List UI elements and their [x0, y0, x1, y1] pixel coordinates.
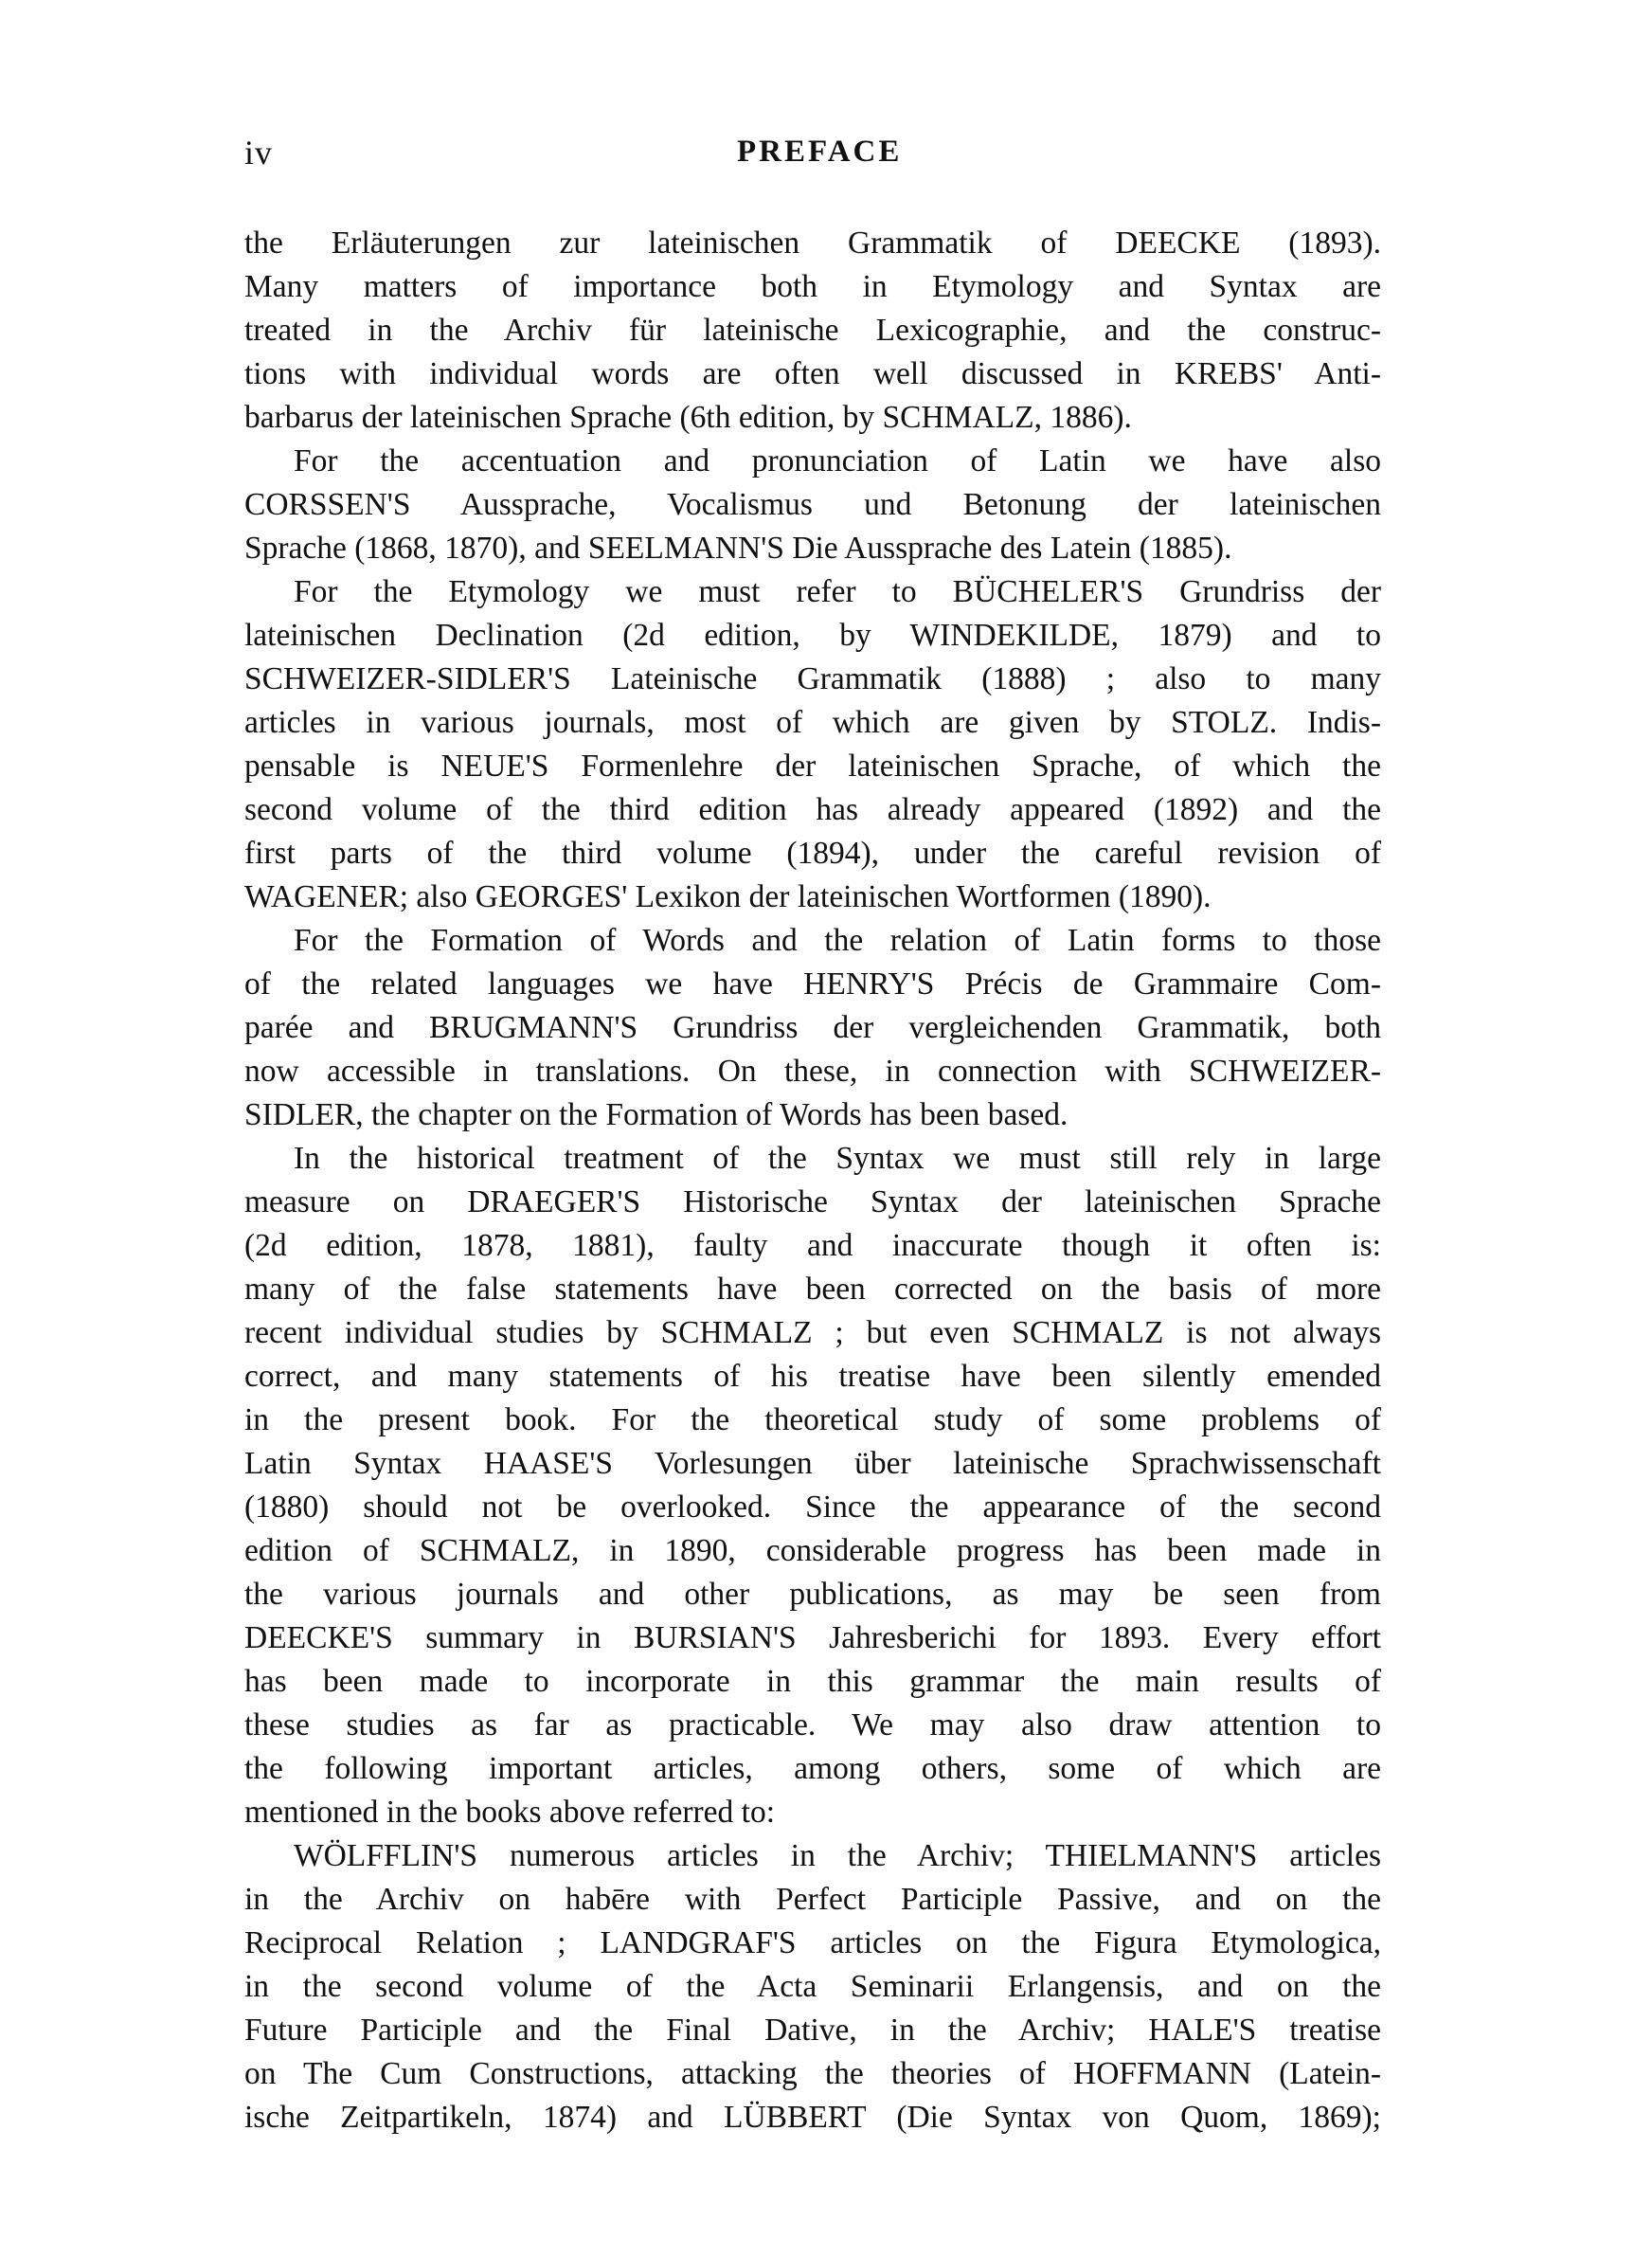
text-line: the various journals and other publications, as may be seen from — [244, 1577, 1381, 1612]
text-line: For the Etymology we must refer to BÜCHELER'S Grundriss der — [294, 574, 1381, 609]
text-line: recent individual studies by SCHMALZ ; but even SCHMALZ is not always — [244, 1315, 1381, 1350]
text-line: For the accentuation and pronunciation of Latin we have also — [294, 443, 1381, 478]
text-line: CORSSEN'S Aussprache, Vocalismus und Betonung der lateinischen — [244, 487, 1381, 522]
text-line: WAGENER; also GEORGES' Lexikon der lateinischen Wortformen (1890). — [244, 879, 1212, 914]
text-line: Sprache (1868, 1870), and SEELMANN'S Die Aussprache des Latein (1885). — [244, 531, 1232, 566]
text-line: WÖLFFLIN'S numerous articles in the Archiv; THIELMANN'S articles — [294, 1838, 1381, 1873]
text-line: SCHWEIZER-SIDLER'S Lateinische Grammatik (1888) ; also to many — [244, 661, 1381, 696]
text-line: now accessible in translations. On these, in connection with SCHWEIZER- — [244, 1054, 1381, 1089]
text-line: in the Archiv on habēre with Perfect Participle Passive, and on the — [244, 1882, 1381, 1917]
text-line: lateinischen Declination (2d edition, by WINDEKILDE, 1879) and to — [244, 618, 1381, 653]
text-line: For the Formation of Words and the relation of Latin forms to those — [294, 923, 1381, 958]
text-line: ische Zeitpartikeln, 1874) and LÜBBERT (Die Syntax von Quom, 1869); — [244, 2100, 1381, 2135]
text-line: Future Participle and the Final Dative, in the Archiv; HALE'S treatise — [244, 2013, 1381, 2048]
text-line: Reciprocal Relation ; LANDGRAF'S articles on the Figura Etymologica, — [244, 1925, 1381, 1960]
text-line: (2d edition, 1878, 1881), faulty and inaccurate though it often is: — [244, 1228, 1381, 1263]
page-header — [244, 133, 1381, 180]
page-number: iv — [244, 134, 274, 172]
text-line: DEECKE'S summary in BURSIAN'S Jahresberichi for 1893. Every effort — [244, 1620, 1381, 1655]
text-line: the Erläuterungen zur lateinischen Grammatik of DEECKE (1893). — [244, 226, 1381, 261]
text-line: SIDLER, the chapter on the Formation of Words has been based. — [244, 1097, 1068, 1132]
preface-text — [244, 222, 1381, 2140]
text-line: barbarus der lateinischen Sprache (6th edition, by SCHMALZ, 1886). — [244, 400, 1132, 435]
text-line: articles in various journals, most of which are given by STOLZ. Indis- — [244, 705, 1381, 740]
text-line: second volume of the third edition has already appeared (1892) and the — [244, 792, 1381, 827]
text-line: many of the false statements have been corrected on the basis of more — [244, 1272, 1381, 1307]
text-line: Latin Syntax HAASE'S Vorlesungen über lateinische Sprachwissenschaft — [244, 1446, 1381, 1481]
text-line: on The Cum Constructions, attacking the theories of HOFFMANN (Latein- — [244, 2056, 1381, 2091]
text-line: first parts of the third volume (1894), under the careful revision of — [244, 836, 1381, 871]
text-line: edition of SCHMALZ, in 1890, considerable progress has been made in — [244, 1533, 1381, 1568]
text-line: mentioned in the books above referred to: — [244, 1795, 776, 1830]
text-line: these studies as far as practicable. We may also draw attention to — [244, 1707, 1381, 1742]
text-line: has been made to incorporate in this grammar the main results of — [244, 1664, 1381, 1699]
text-line: parée and BRUGMANN'S Grundriss der vergleichenden Grammatik, both — [244, 1010, 1381, 1045]
text-line: measure on DRAEGER'S Historische Syntax der lateinischen Sprache — [244, 1184, 1381, 1219]
text-line: in the second volume of the Acta Seminarii Erlangensis, and on the — [244, 1969, 1381, 2004]
text-line: In the historical treatment of the Syntax we must still rely in large — [294, 1141, 1381, 1176]
text-line: in the present book. For the theoretical study of some problems of — [244, 1402, 1381, 1437]
running-title: PREFACE — [737, 135, 903, 169]
text-line: tions with individual words are often well discussed in KREBS' Anti- — [244, 356, 1381, 391]
text-line: pensable is NEUE'S Formenlehre der lateinischen Sprache, of which the — [244, 749, 1381, 784]
text-line: the following important articles, among others, some of which are — [244, 1751, 1381, 1786]
text-line: (1880) should not be overlooked. Since the appearance of the second — [244, 1490, 1381, 1525]
text-line: Many matters of importance both in Etymology and Syntax are — [244, 269, 1381, 304]
text-line: correct, and many statements of his treatise have been silently emended — [244, 1359, 1381, 1394]
text-line: treated in the Archiv für lateinische Lexicographie, and the construc- — [244, 313, 1381, 348]
text-line: of the related languages we have HENRY'S Précis de Grammaire Com- — [244, 966, 1381, 1002]
